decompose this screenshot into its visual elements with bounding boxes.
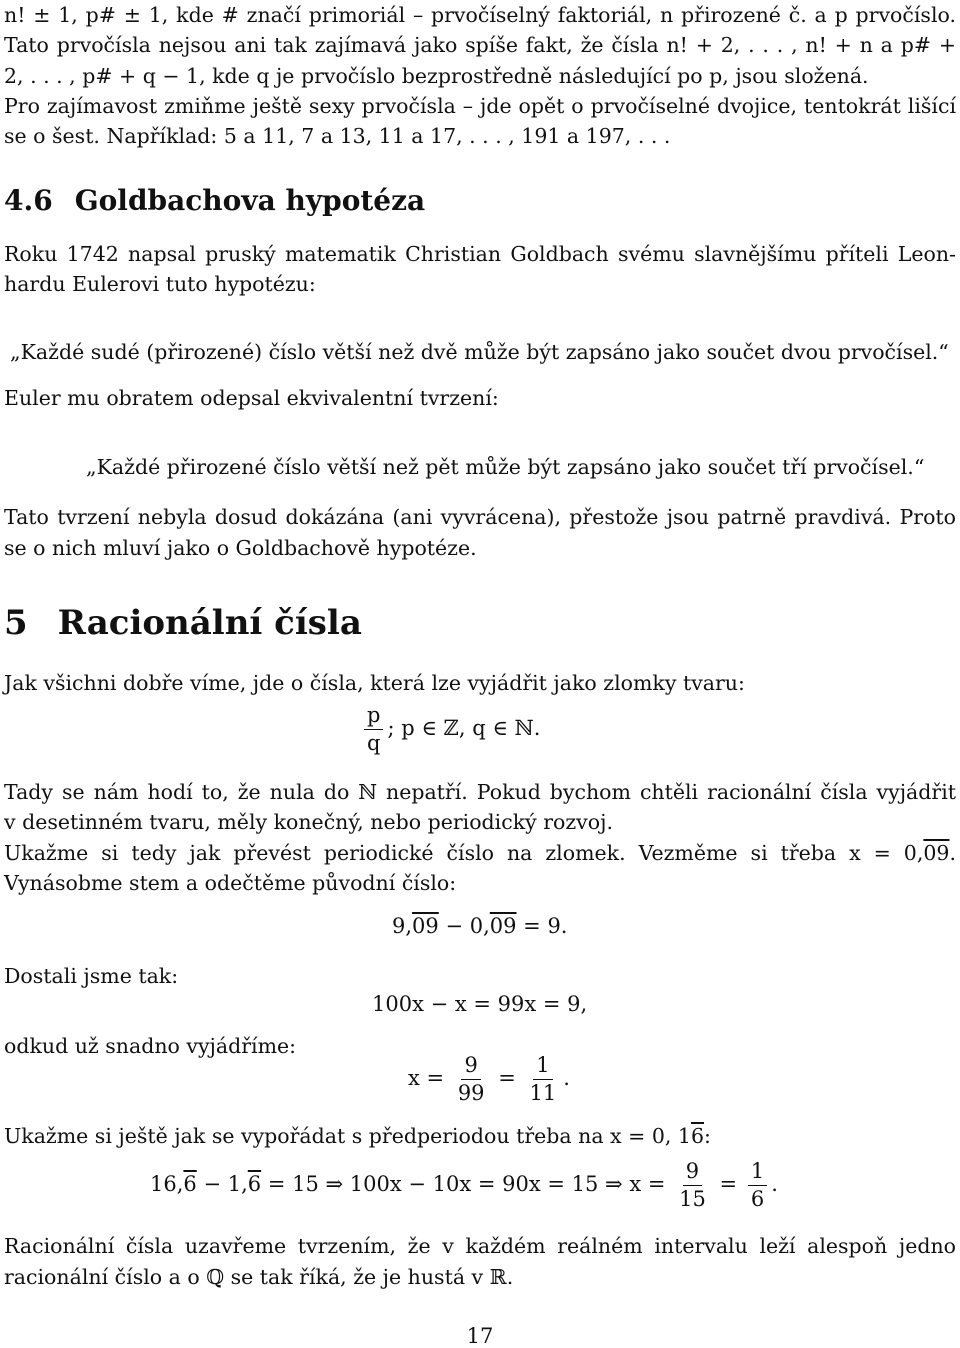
text-line: 2, . . . , p# + q − 1, kde q je prvočíslo bezprostředně následující po p, jsou složená. <box>4 64 869 88</box>
text-line: racionální číslo a o ℚ se tak říká, že je hustá v ℝ. <box>4 1265 514 1289</box>
text-line: Vynásobme stem a odečtěme původní číslo: <box>4 871 457 895</box>
text-line: se o šest. Například: 5 a 11, 7 a 13, 11 a 17, . . . , 191 a 197, . . . <box>4 124 671 148</box>
section-heading <box>4 603 362 643</box>
equation: 16,6 − 1,6 = 15 ⇒ 100x − 10x = 90x = 15 ⇒ x = $\frac{9}{15}$ = $\frac{1}{6}$ . <box>150 1159 778 1212</box>
fraction: $\frac{p}{q}$ <box>364 704 383 755</box>
page-number: 17 <box>466 1324 494 1348</box>
text-line: Racionální čísla uzavřeme tvrzením, že v každém reálném intervalu leží alespoň jedno <box>4 1234 956 1258</box>
section-number: 4.6 <box>4 184 53 217</box>
text-line: Jak všichni dobře víme, jde o čísla, která lze vyjádřit jako zlomky tvaru: <box>4 671 745 695</box>
equation: 9,09 − 0,09 = 9. <box>392 914 568 938</box>
euler-quote: „Každé přirozené číslo větší než pět může být zapsáno jako součet tří prvočísel.“ <box>86 455 925 479</box>
equation: 100x − x = 99x = 9, <box>372 992 588 1016</box>
fraction-definition: $\frac{p}{q}$ ; p ∈ ℤ, q ∈ ℕ. <box>360 704 540 755</box>
text-line: Tato tvrzení nebyla dosud dokázána (ani vyvrácena), přestože jsou patrně pravdivá. Proto <box>4 505 956 529</box>
fraction: $\frac{9}{99}$ <box>457 1053 485 1106</box>
text-line: v desetinném tvaru, měly konečný, nebo periodický rozvoj. <box>4 810 613 834</box>
text-line: Ukažme si tedy jak převést periodické číslo na zlomek. Vezměme si třeba x = 0,09. <box>4 841 956 865</box>
section-number: 5 <box>4 603 28 643</box>
goldbach-quote: „Každé sudé (přirozené) číslo větší než dvě může být zapsáno jako součet dvou prvočísel.“ <box>10 340 949 364</box>
fraction: $\frac{9}{15}$ <box>679 1159 706 1212</box>
equation: x = $\frac{9}{99}$ = $\frac{1}{11}$ . <box>408 1053 570 1106</box>
section-title: Racionální čísla <box>57 603 362 643</box>
fraction: $\frac{1}{11}$ <box>529 1053 557 1106</box>
text-line: Ukažme si ještě jak se vypořádat s předperiodou třeba na x = 0, 16: <box>4 1124 711 1148</box>
text-line: odkud už snadno vyjádříme: <box>4 1034 297 1058</box>
text-line: Euler mu obratem odepsal ekvivalentní tvrzení: <box>4 386 499 410</box>
text-line: Tato prvočísla nejsou ani tak zajímavá jako spíše fakt, že čísla n! + 2, . . . , n! + n a p# + <box>4 33 956 57</box>
text-line: hardu Eulerovi tuto hypotézu: <box>4 272 316 296</box>
text-line: se o nich mluví jako o Goldbachově hypotéze. <box>4 536 477 560</box>
text-line: Tady se nám hodí to, že nula do ℕ nepatří. Pokud bychom chtěli racionální čísla vyjádřit <box>4 780 956 804</box>
text-line: n! ± 1, p# ± 1, kde # značí primoriál – prvočíselný faktoriál, n přirozené č. a p prvočíslo. <box>4 3 956 27</box>
section-heading <box>4 184 425 217</box>
section-title: Goldbachova hypotéza <box>74 184 426 217</box>
text-line: Roku 1742 napsal pruský matematik Christian Goldbach svému slavnějšímu příteli Leon- <box>4 242 956 266</box>
text-line: Dostali jsme tak: <box>4 964 179 988</box>
fraction: $\frac{1}{6}$ <box>748 1160 767 1211</box>
text-line: Pro zajímavost zmiňme ještě sexy prvočísla – jde opět o prvočíselné dvojice, tentokrát lišící <box>4 94 956 118</box>
